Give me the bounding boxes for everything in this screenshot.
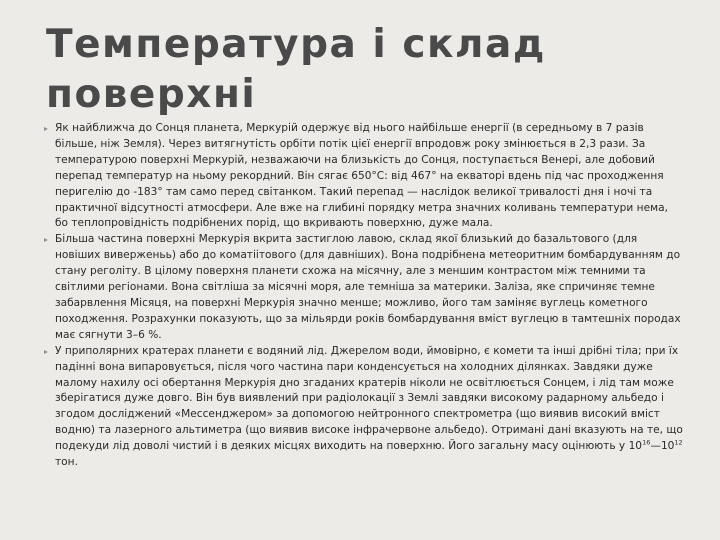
bullet-arrow-icon [44, 238, 48, 242]
bullet-item-surface-composition [44, 232, 684, 343]
bullet-text-after: тон. [55, 456, 78, 469]
bullet-text: Більша частина поверхні Меркурія вкрита застиглою лавою, склад якої близький до базальтового (для новіших виверженьь) або до коматіітового (для давніших). Вона подрібнена метеоритним бомбардуванням до стану реголіту. В цілому поверхня планети схожа на місячну, але з меншим контрастом між темними та світлими регіонами. Вона світліша за місячні моря, але темніша за материки. Заліза, яке спричиняє темне забарвлення Місяця, на поверхні Меркурія значно менше; можливо, його там заміняє вуглець кометного походження. Розрахунки показують, що за мільярди років бомбардування вміст вуглецю в тамтешніх породах має сягнути 3–6 %. [55, 233, 681, 341]
bullet-item-water-ice [44, 344, 684, 471]
bullet-arrow-icon [44, 127, 48, 131]
slide-title: Температура і склад поверхні [46, 22, 546, 117]
exponent-high: 12 [674, 438, 683, 447]
bullet-text: Як найближча до Сонця планета, Меркурій одержує від нього найбільше енергії (в середньому в 7 разів більше, ніж Земля). Через витягнутість орбіти потік цієї енергії впродовж року змінюється в 2,3 рази. За температурою поверхні Меркурій, незважаючи на близькість до Сонця, поступається Венері, але добовий перепад температур на ньому рекордний. Він сягає 650°C: від 467° на екваторі вдень під час проходження перигелію до -183° там само перед світанком. Такий перепад — наслідок великої тривалості дня і ночі та практичної відсутності атмосфери. Але вже на глибині порядку метра значних коливань температури нема, бо теплопровідність подрібнених порід, що вкривають поверхню, дуже мала. [55, 122, 668, 230]
bullet-text-mid: —10 [650, 440, 675, 453]
bullet-item-temperature [44, 121, 684, 232]
exponent-low: 16 [642, 438, 651, 447]
bullet-text-before: У приполярних кратерах планети є водяний лід. Джерелом води, ймовірно, є комети та інші дрібні тіла; при їх падінні вона випаровується, після чого частина пари конденсується на холодних ділянках. Завдяки дуже малому нахилу осі обертання Меркурія дно згаданих кратерів ніколи не освітлюється Сонцем, і лід там може зберігатися дуже довго. Він був виявлений при радіолокації з Землі завдяки високому радарному альбедо і згодом досліджений «Мессенджером» за допомогою нейтронного спектрометра (що виявив високий вміст водню) та лазерного альтиметра (що виявив високе інфрачервоне альбедо). Отримані дані вказують на те, що подекуди лід доволі чистий і в деяких місцях виходить на поверхню. Його загальну масу оцінюють у 10 [55, 344, 683, 453]
bullet-text [55, 344, 684, 471]
bullet-arrow-icon [44, 350, 48, 354]
bullet-list [44, 121, 684, 471]
